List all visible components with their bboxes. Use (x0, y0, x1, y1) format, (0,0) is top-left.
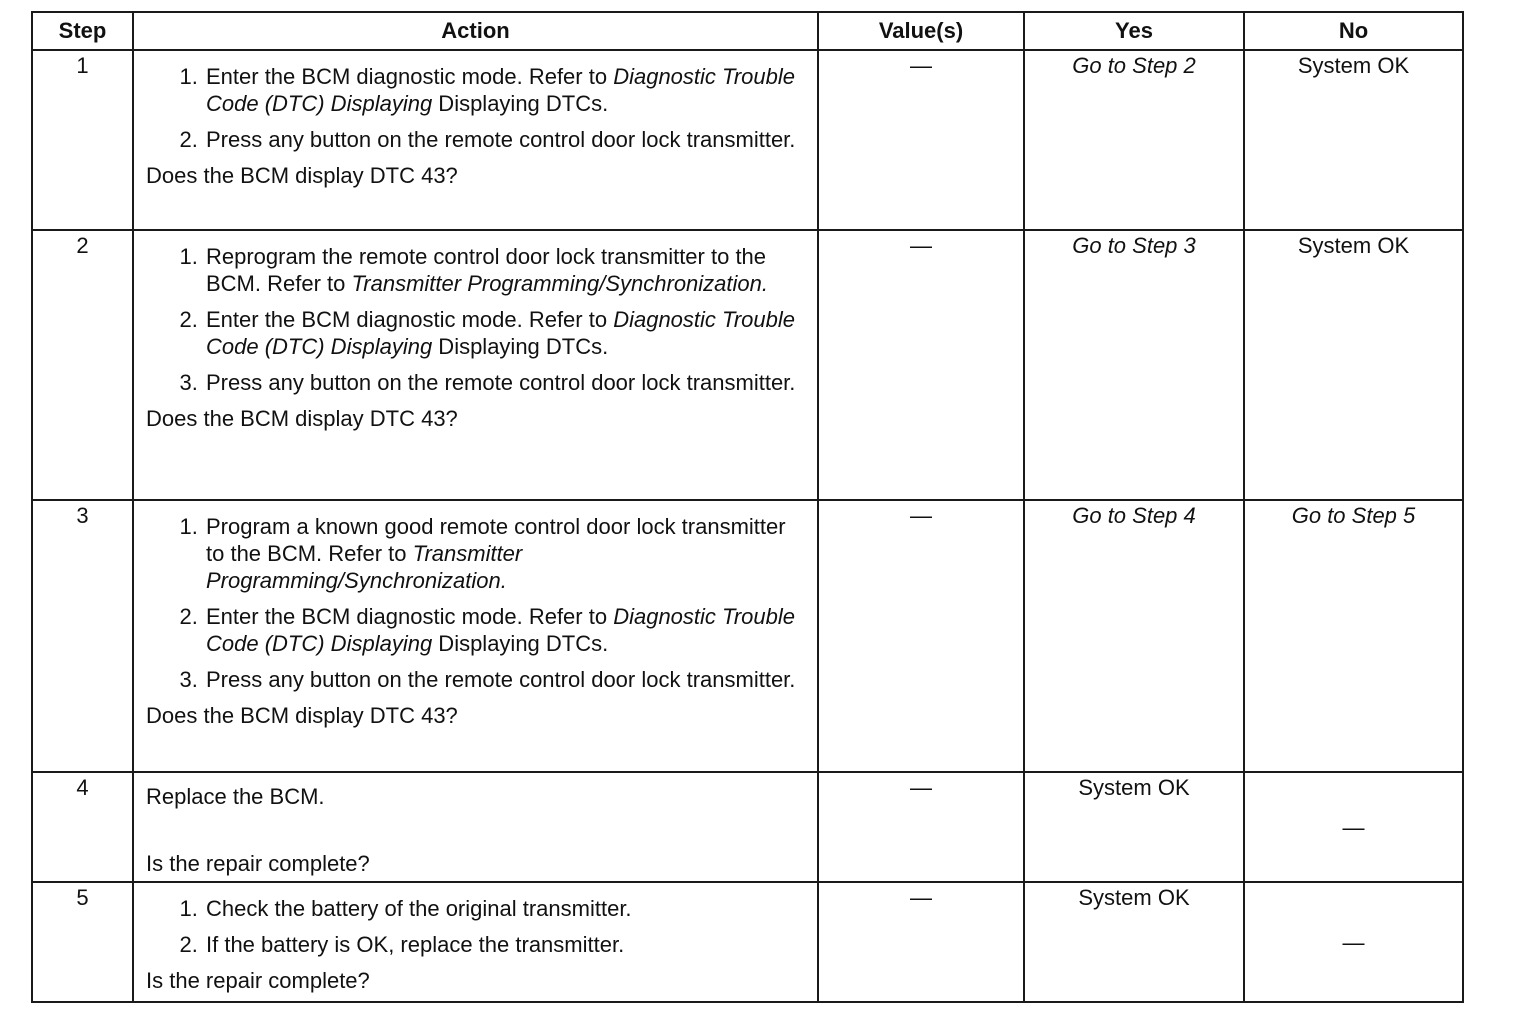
action-item: 2. If the battery is OK, replace the transmitter. (204, 931, 807, 958)
table-row (32, 50, 1463, 230)
action-item: 1. Program a known good remote control door lock transmitter to the BCM. Refer to Transmitter Programming/Synchronization. (204, 513, 807, 594)
yes-cell: System OK (1024, 882, 1244, 1002)
yes-cell: Go to Step 2 (1024, 50, 1244, 230)
action-item: 1. Enter the BCM diagnostic mode. Refer to Diagnostic Trouble Code (DTC) Displaying Displaying DTCs. (204, 63, 807, 117)
action-question: Is the repair complete? (146, 968, 370, 993)
yes-cell: System OK (1024, 772, 1244, 882)
step-number: 3 (32, 500, 133, 772)
diagnostic-table (31, 11, 1464, 1003)
diagnostic-table-container (31, 11, 1462, 1003)
action-question: Does the BCM display DTC 43? (146, 406, 458, 431)
action-list (146, 895, 807, 958)
action-cell (133, 772, 818, 882)
step-number: 4 (32, 772, 133, 882)
step-number: 5 (32, 882, 133, 1002)
action-item: 2. Enter the BCM diagnostic mode. Refer to Diagnostic Trouble Code (DTC) Displaying Displaying DTCs. (204, 306, 807, 360)
action-cell (133, 50, 818, 230)
no-cell: — (1244, 882, 1463, 1002)
table-row (32, 500, 1463, 772)
header-step: Step (32, 12, 133, 50)
no-cell: Go to Step 5 (1244, 500, 1463, 772)
action-list (146, 243, 807, 396)
action-list (146, 63, 807, 153)
action-question: Is the repair complete? (146, 851, 370, 876)
step-number: 2 (32, 230, 133, 500)
value-cell: — (818, 50, 1024, 230)
header-no: No (1244, 12, 1463, 50)
value-cell: — (818, 772, 1024, 882)
action-question: Does the BCM display DTC 43? (146, 703, 458, 728)
header-action: Action (133, 12, 818, 50)
header-yes: Yes (1024, 12, 1244, 50)
action-cell (133, 230, 818, 500)
action-question: Does the BCM display DTC 43? (146, 163, 458, 188)
no-cell: System OK (1244, 230, 1463, 500)
action-item: 2. Press any button on the remote control door lock transmitter. (204, 126, 807, 153)
header-row (32, 12, 1463, 50)
action-item: 2. Enter the BCM diagnostic mode. Refer to Diagnostic Trouble Code (DTC) Displaying Displaying DTCs. (204, 603, 807, 657)
no-cell: System OK (1244, 50, 1463, 230)
action-cell (133, 500, 818, 772)
table-row (32, 230, 1463, 500)
yes-cell: Go to Step 3 (1024, 230, 1244, 500)
action-list (146, 513, 807, 693)
value-cell: — (818, 500, 1024, 772)
value-cell: — (818, 882, 1024, 1002)
action-item: 1. Reprogram the remote control door lock transmitter to the BCM. Refer to Transmitter Programming/Synchronization. (204, 243, 807, 297)
action-cell (133, 882, 818, 1002)
action-item: 1. Check the battery of the original transmitter. (204, 895, 807, 922)
table-row (32, 772, 1463, 882)
table-row (32, 882, 1463, 1002)
step-number: 1 (32, 50, 133, 230)
action-text: Replace the BCM. (146, 784, 325, 809)
action-item: 3. Press any button on the remote control door lock transmitter. (204, 666, 807, 693)
value-cell: — (818, 230, 1024, 500)
yes-cell: Go to Step 4 (1024, 500, 1244, 772)
header-values: Value(s) (818, 12, 1024, 50)
no-cell: — (1244, 772, 1463, 882)
action-item: 3. Press any button on the remote control door lock transmitter. (204, 369, 807, 396)
